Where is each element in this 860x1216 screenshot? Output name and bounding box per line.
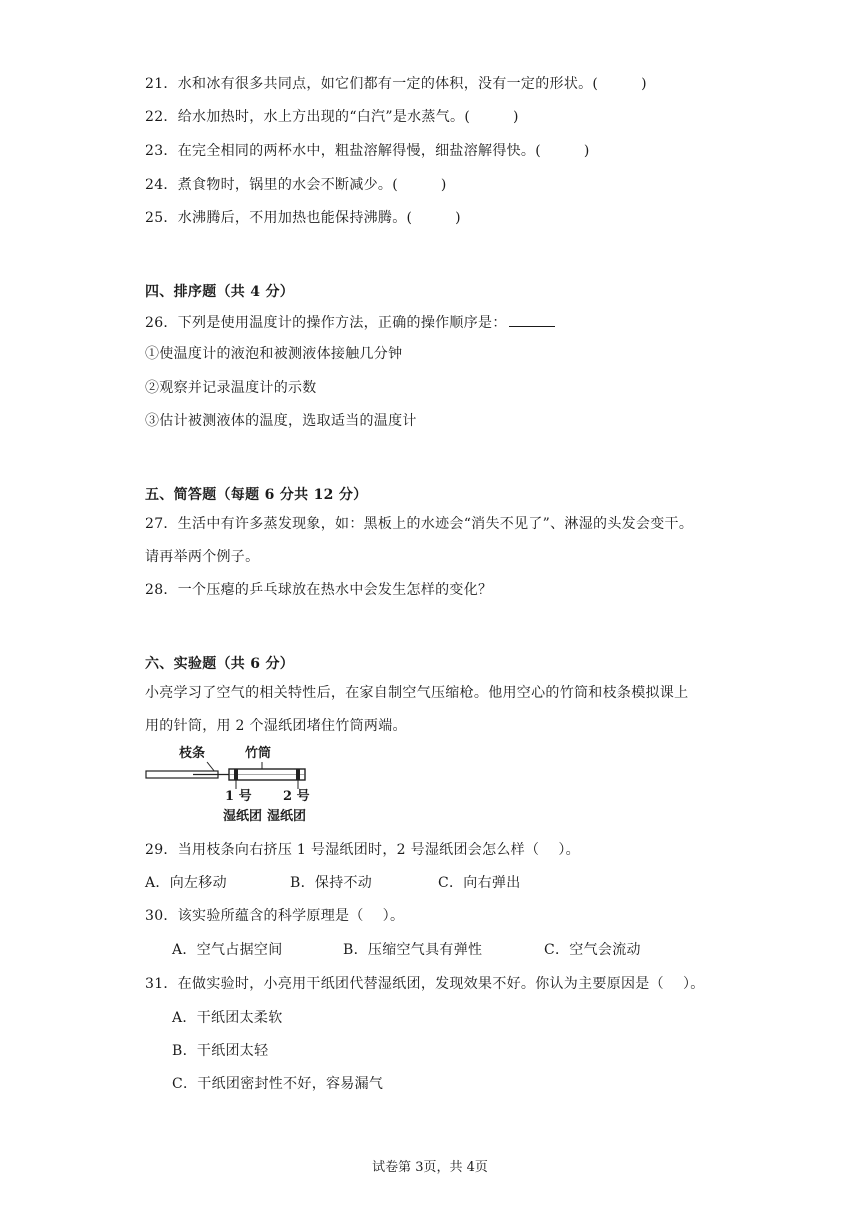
air-gun-figure xyxy=(145,745,315,829)
branch-label: 枝条 xyxy=(179,746,206,761)
question-27-line-2: 请再举两个例子。 xyxy=(145,549,260,565)
question-27-line-1: 27．生活中有许多蒸发现象，如：黑板上的水迹会“消失不见了”、淋湿的头发会变干。 xyxy=(145,516,694,532)
step-1: ①使温度计的液泡和被测液体接触几分钟 xyxy=(145,346,403,362)
q29-option-a[interactable]: A．向左移动 xyxy=(145,875,227,891)
q29-option-c[interactable]: C．向右弹出 xyxy=(438,875,521,891)
question-22: 22．给水加热时，水上方出现的“白汽”是水蒸气。( ) xyxy=(145,109,519,125)
ball-2-name-label: 湿纸团 xyxy=(267,809,307,824)
q31-option-c[interactable]: C．干纸团密封性不好，容易漏气 xyxy=(172,1076,384,1092)
answer-blank[interactable] xyxy=(509,312,555,327)
air-gun-drawing xyxy=(145,745,315,791)
section-5-heading: 五、简答题（每题 6 分共 12 分） xyxy=(145,487,368,503)
wet-paper-ball-1 xyxy=(234,769,238,780)
q30-option-c[interactable]: C．空气会流动 xyxy=(544,942,641,958)
wet-paper-ball-2 xyxy=(296,769,300,780)
section-4-heading: 四、排序题（共 4 分） xyxy=(145,284,295,300)
question-24: 24．煮食物时，锅里的水会不断减少。( ) xyxy=(145,177,447,193)
q29-option-b[interactable]: B．保持不动 xyxy=(290,875,373,891)
step-2: ②观察并记录温度计的示数 xyxy=(145,380,317,396)
q30-option-b[interactable]: B．压缩空气具有弹性 xyxy=(343,942,483,958)
q31-option-b[interactable]: B．干纸团太轻 xyxy=(172,1043,269,1059)
question-21: 21．水和冰有很多共同点，如它们都有一定的体积，没有一定的形状。( ) xyxy=(145,76,647,92)
question-23: 23．在完全相同的两杯水中，粗盐溶解得慢，细盐溶解得快。( ) xyxy=(145,143,590,159)
question-31: 31．在做实验时，小亮用干纸团代替湿纸团，发现效果不好。你认为主要原因是（ ）。 xyxy=(145,976,705,992)
ball-1-name-label: 湿纸团 xyxy=(223,809,263,824)
section-6-heading: 六、实验题（共 6 分） xyxy=(145,656,295,672)
q31-option-a[interactable]: A．干纸团太柔软 xyxy=(172,1010,283,1026)
tube-label: 竹筒 xyxy=(245,746,272,761)
ball-1-number-label: 1 号 xyxy=(225,789,252,804)
question-26: 26．下列是使用温度计的操作方法，正确的操作顺序是： xyxy=(145,312,555,333)
q30-option-a[interactable]: A．空气占据空间 xyxy=(172,942,283,958)
question-30: 30．该实验所蕴含的科学原理是（ ）。 xyxy=(145,908,405,924)
page-footer: 试卷第 3页，共 4页 xyxy=(372,1160,488,1175)
question-29: 29．当用枝条向右挤压 1 号湿纸团时，2 号湿纸团会怎么样（ ）。 xyxy=(145,842,580,858)
experiment-intro-line-1: 小亮学习了空气的相关特性后，在家自制空气压缩枪。他用空心的竹筒和枝条模拟课上 xyxy=(145,685,689,701)
experiment-intro-line-2: 用的针筒，用 2 个湿纸团堵住竹筒两端。 xyxy=(145,718,407,734)
question-25: 25．水沸腾后，不用加热也能保持沸腾。( ) xyxy=(145,210,461,226)
question-28: 28．一个压瘪的乒乓球放在热水中会发生怎样的变化？ xyxy=(145,582,493,598)
ball-2-number-label: 2 号 xyxy=(283,789,310,804)
step-3: ③估计被测液体的温度，选取适当的温度计 xyxy=(145,413,417,429)
